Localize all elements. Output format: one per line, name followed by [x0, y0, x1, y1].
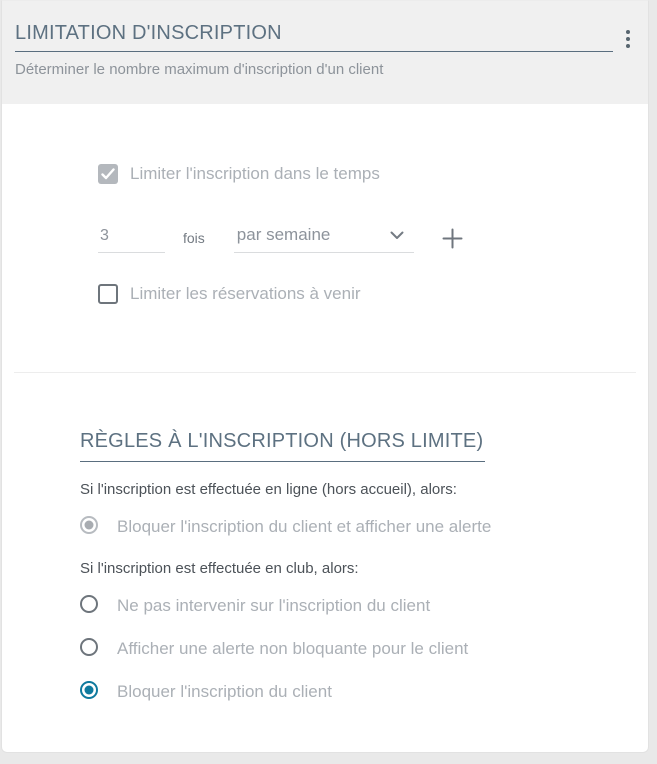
checkbox-row-limit-time[interactable] — [98, 164, 628, 184]
club-question: Si l'inscription est effectuée en club, alors: — [80, 560, 359, 577]
card-body — [2, 104, 648, 706]
checkbox-limit-upcoming-label: Limiter les réservations à venir — [130, 284, 361, 303]
limitation-card — [1, 0, 649, 753]
limit-section — [2, 104, 648, 304]
rules-section — [2, 373, 648, 706]
card-header — [2, 1, 648, 104]
period-select[interactable] — [234, 225, 414, 253]
plus-icon — [442, 228, 463, 249]
kebab-dot — [626, 44, 630, 48]
title-row — [15, 22, 634, 52]
radio-dot — [85, 521, 94, 530]
checkbox-limit-time-label: Limiter l'inscription dans le temps — [130, 164, 380, 183]
kebab-dot — [626, 30, 630, 34]
rules-title-underline — [80, 430, 485, 462]
radio-block-registration-label: Bloquer l'inscription du client — [117, 682, 332, 701]
check-icon — [101, 168, 115, 180]
radio-row-online-block[interactable] — [80, 513, 628, 541]
add-limit-button[interactable] — [442, 228, 463, 253]
radio-dot — [85, 686, 94, 695]
kebab-dot — [626, 37, 630, 41]
radio-unselected-icon[interactable] — [80, 638, 98, 656]
radio-row-block-registration[interactable] — [80, 678, 628, 706]
checkbox-checked-icon[interactable] — [98, 164, 118, 184]
radio-online-block-label: Bloquer l'inscription du client et afficher une alerte — [117, 517, 492, 536]
title-underline — [15, 22, 613, 52]
radio-row-no-intervention[interactable] — [80, 592, 628, 620]
radio-selected-disabled-icon — [80, 516, 98, 534]
radio-no-intervention-label: Ne pas intervenir sur l'inscription du client — [117, 596, 431, 615]
kebab-menu-icon[interactable] — [624, 28, 632, 50]
rules-title: RÈGLES À L'INSCRIPTION (HORS LIMITE) — [80, 430, 484, 452]
count-input[interactable] — [98, 227, 165, 253]
radio-row-non-blocking-alert[interactable] — [80, 635, 628, 663]
times-label: fois — [183, 230, 205, 246]
radio-unselected-icon[interactable] — [80, 595, 98, 613]
radio-selected-icon[interactable] — [80, 681, 98, 699]
checkbox-unchecked-icon[interactable] — [98, 284, 118, 304]
page-subtitle: Déterminer le nombre maximum d'inscription d'un client — [15, 61, 384, 78]
page-title: LIMITATION D'INSCRIPTION — [15, 22, 282, 44]
radio-non-blocking-alert-label: Afficher une alerte non bloquante pour le client — [117, 639, 469, 658]
frequency-row — [98, 215, 628, 253]
chevron-down-icon — [390, 231, 404, 240]
period-select-value: par semaine — [236, 225, 331, 244]
checkbox-row-limit-upcoming[interactable] — [98, 284, 628, 304]
club-options — [80, 592, 628, 706]
online-question: Si l'inscription est effectuée en ligne (hors accueil), alors: — [80, 481, 457, 498]
